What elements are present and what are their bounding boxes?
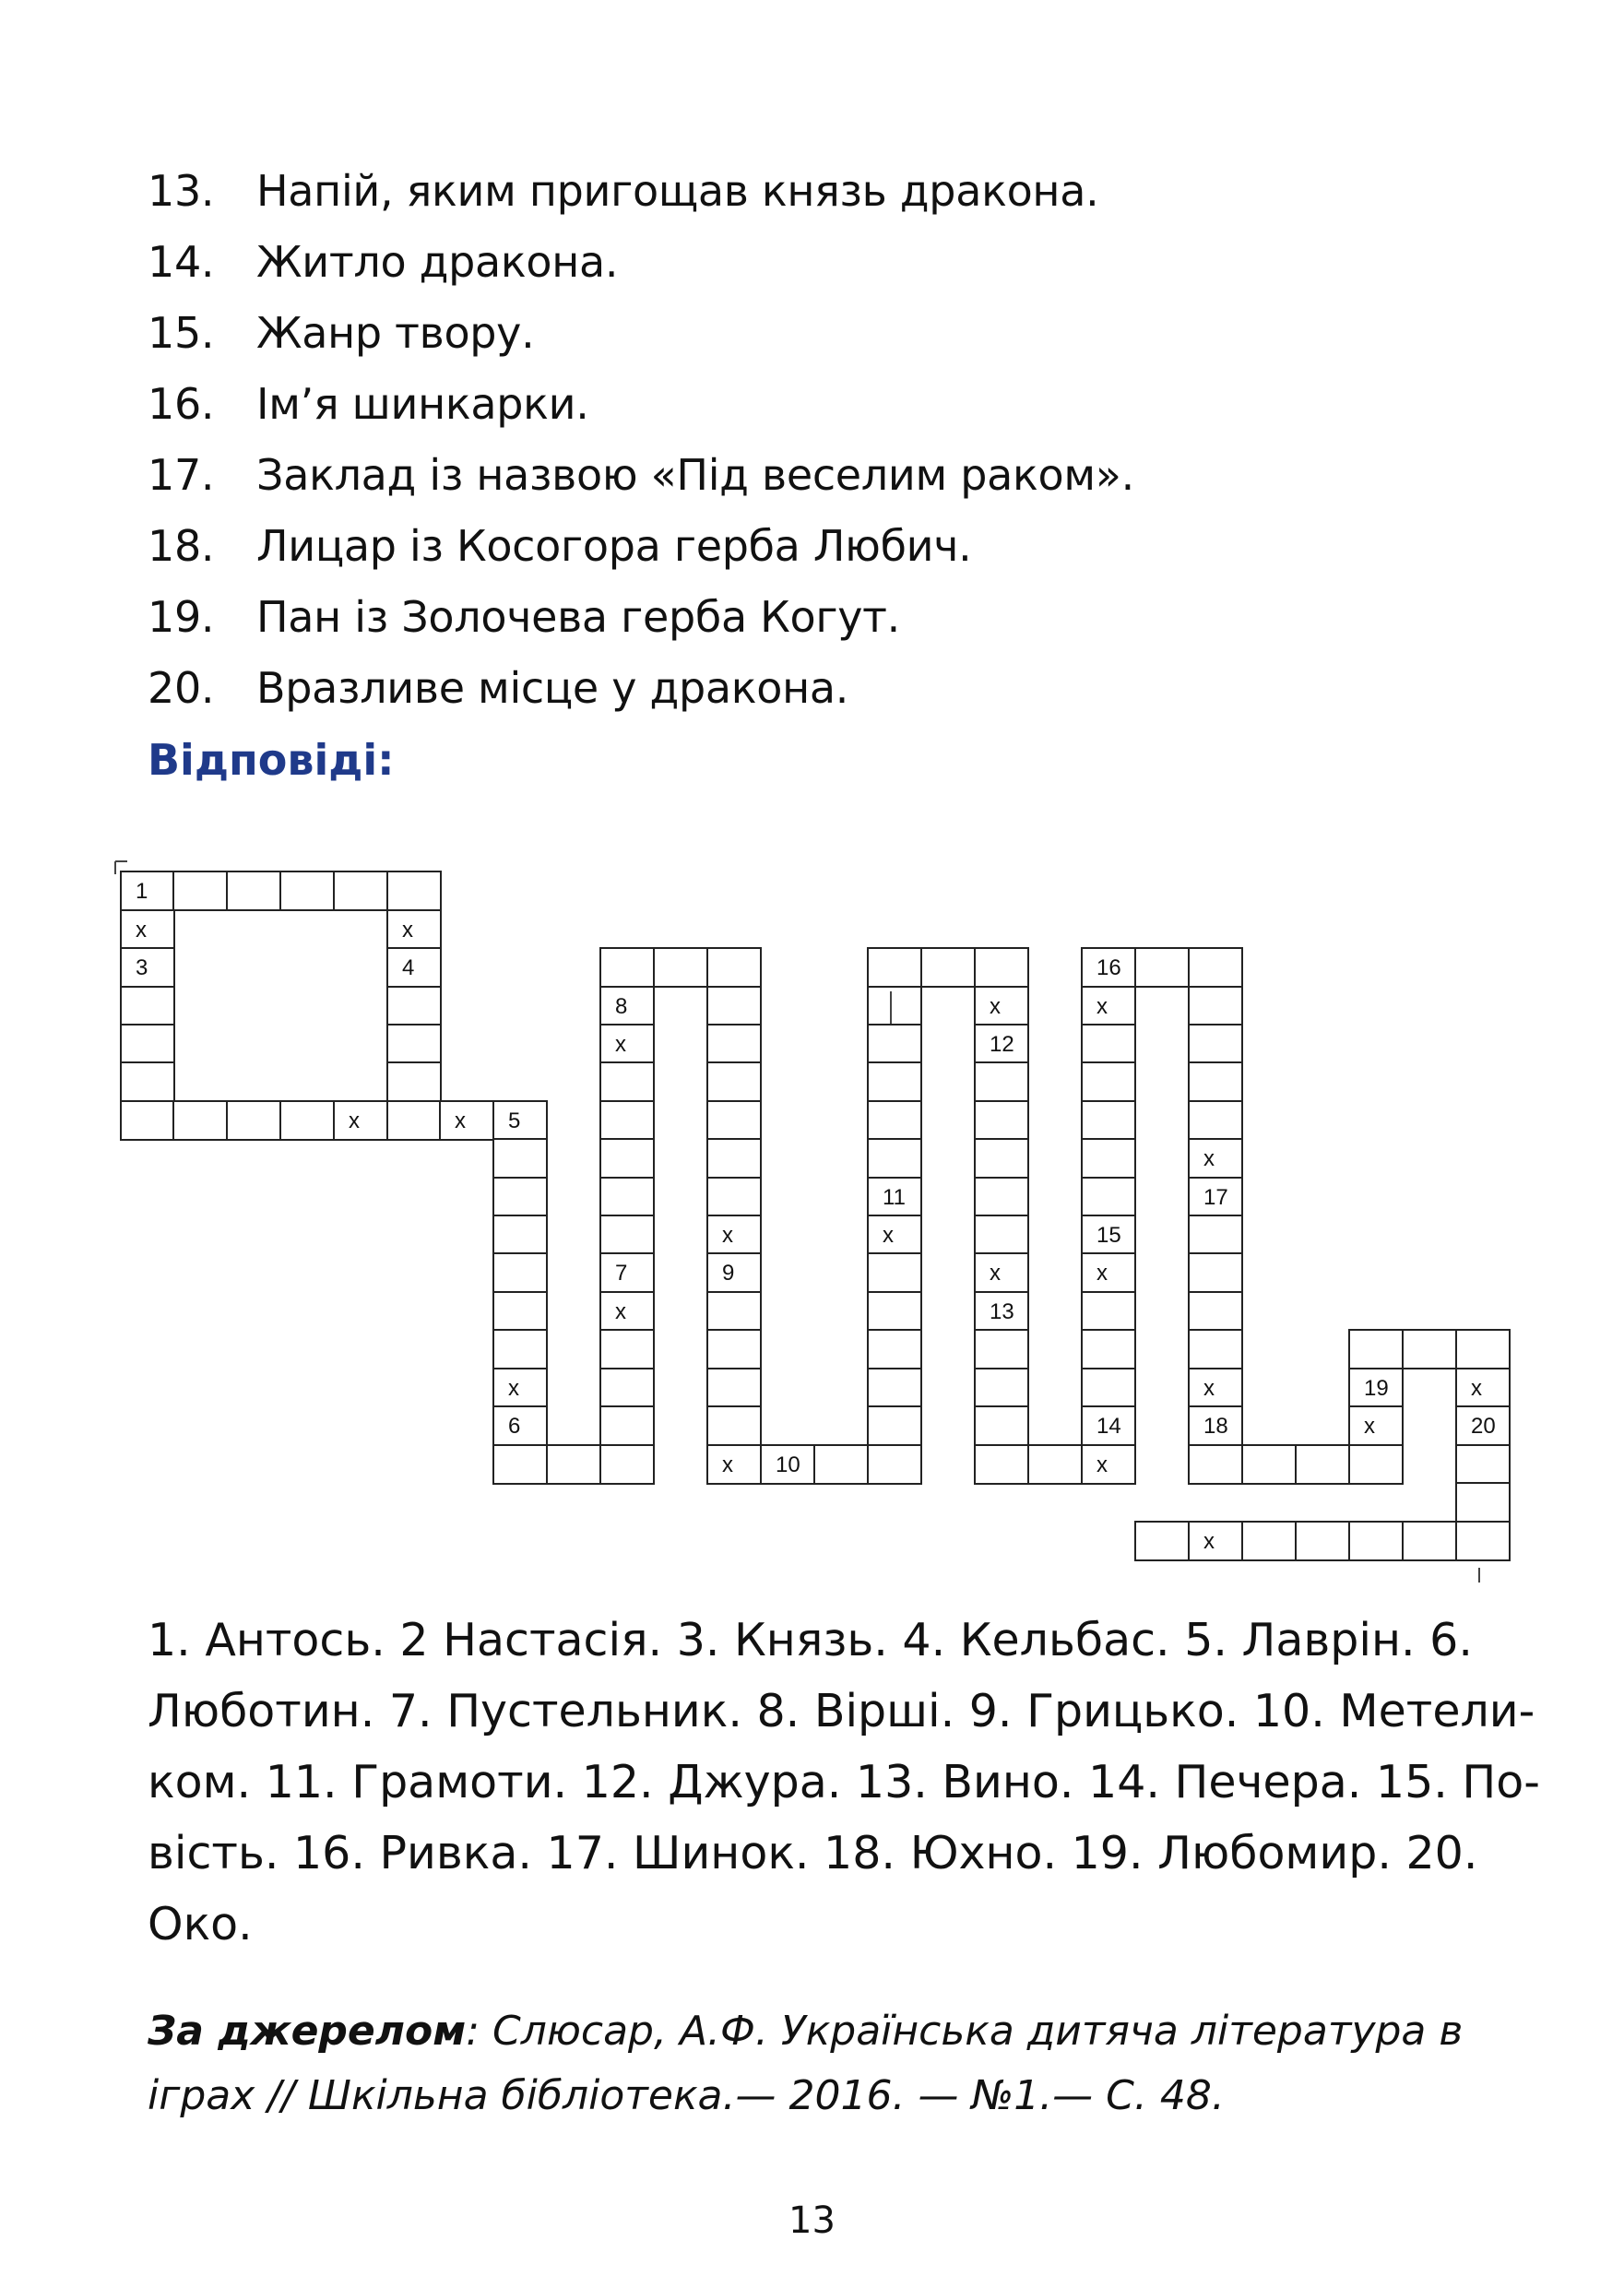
crossword-cell (1456, 1369, 1510, 1407)
crossword-number: 9 (722, 1261, 735, 1286)
crossword-cell (975, 1369, 1028, 1407)
answers-line: вість. 16. Ривка. 17. Шинок. 18. Юхно. 19. Любомир. 20. (148, 1827, 1478, 1879)
crossword-number: 10 (776, 1452, 800, 1477)
crossword-cell (387, 1062, 441, 1101)
crossword-cell (868, 1292, 921, 1331)
crossword-number: 20 (1471, 1414, 1496, 1439)
crossword-cell (868, 1062, 921, 1101)
clue-text: Ім’я шинкарки. (256, 379, 589, 429)
crossword-cell (600, 1101, 654, 1140)
crossword-cell (921, 948, 975, 987)
crossword-cell (1456, 1445, 1510, 1484)
crossword-cell (493, 1253, 547, 1292)
crossword-cell (121, 987, 174, 1025)
crossword-cell (1189, 1369, 1242, 1407)
crossword-cell (1082, 1139, 1135, 1178)
crossword-cell (1189, 1025, 1242, 1063)
crossword-cell (1082, 1369, 1135, 1407)
crossword-cell (387, 871, 441, 910)
clue-text: Жанр твору. (256, 308, 535, 358)
crossword-number: 1 (136, 879, 148, 904)
crossword-cell (1403, 1330, 1456, 1369)
crossword-number: 8 (615, 994, 628, 1019)
crossword-cell (707, 1369, 761, 1407)
crossword-number: 18 (1203, 1414, 1228, 1439)
crossword-cell (975, 1253, 1028, 1292)
crossword-cell (600, 1178, 654, 1216)
crossword-cell (814, 1445, 868, 1484)
crossword-cell (121, 910, 174, 949)
clue-number: 19. (148, 592, 215, 642)
crossword-cell (600, 1406, 654, 1445)
crossword-number: 19 (1364, 1376, 1389, 1401)
crossword-cell (1242, 1445, 1296, 1484)
crossword-cell (707, 1025, 761, 1063)
crossword-number: 5 (508, 1108, 521, 1133)
crossword-cell (868, 1406, 921, 1445)
answers-line: ком. 11. Грамоти. 12. Джура. 13. Вино. 14. Печера. 15. По- (148, 1756, 1540, 1808)
clue-number: 18. (148, 521, 215, 571)
crossword-cell (600, 1292, 654, 1331)
clue-number: 16. (148, 379, 215, 429)
crossword-mark: x (1471, 1376, 1482, 1401)
crossword-number: 3 (136, 955, 148, 980)
crossword-cell (707, 1330, 761, 1369)
crossword-cell (1456, 1483, 1510, 1522)
crossword-mark: x (1203, 1529, 1215, 1554)
crossword-mark: x (990, 1261, 1001, 1286)
crossword-cell (121, 1062, 174, 1101)
crossword-cell (173, 871, 227, 910)
crossword-mark: x (1096, 994, 1108, 1019)
crossword-cell (280, 1101, 334, 1140)
crossword-cell (868, 1101, 921, 1140)
crossword-cell (975, 987, 1028, 1025)
crossword-number: 16 (1096, 955, 1121, 980)
crossword-cell (1082, 1330, 1135, 1369)
page-number: 13 (788, 2199, 836, 2242)
crossword-cell (1296, 1522, 1349, 1560)
clue-text: Житло дракона. (256, 237, 619, 287)
crossword-number: 4 (402, 955, 415, 980)
crossword-cell (334, 1101, 387, 1140)
crossword-cell (707, 1445, 761, 1484)
crossword-cell (1349, 1522, 1403, 1560)
crossword-cell (707, 1178, 761, 1216)
crossword-cell (1189, 1522, 1242, 1560)
source-line-1: : Слюсар, А.Ф. Українська дитяча література в (466, 2008, 1464, 2055)
crossword-cell (1349, 1330, 1403, 1369)
crossword-cell (227, 1101, 280, 1140)
crossword-cell (387, 1025, 441, 1063)
crossword-cell (1082, 987, 1135, 1025)
crossword-mark: x (508, 1376, 519, 1401)
crossword-cell (707, 1215, 761, 1254)
crossword-cell (868, 1369, 921, 1407)
crossword-cell (1189, 948, 1242, 987)
crossword-cell (868, 1025, 921, 1063)
clue-number: 14. (148, 237, 215, 287)
crossword-mark: x (722, 1452, 733, 1477)
crossword-cell (1082, 1062, 1135, 1101)
crossword-cell (868, 1445, 921, 1484)
crossword-cell (975, 1178, 1028, 1216)
crossword-cell (600, 1139, 654, 1178)
clue-number: 17. (148, 450, 215, 500)
crossword-number: 11 (883, 1185, 906, 1210)
clue-text: Напій, яким пригощав князь дракона. (256, 166, 1099, 216)
crossword-cell (975, 1101, 1028, 1140)
crossword-cell (121, 1101, 174, 1140)
crossword-cell (387, 987, 441, 1025)
crossword-mark: x (883, 1223, 894, 1248)
crossword-number: 12 (990, 1032, 1014, 1057)
crossword-cell (227, 871, 280, 910)
crossword-cell (975, 1330, 1028, 1369)
crossword-cell (1082, 1101, 1135, 1140)
crossword-cell (1189, 1101, 1242, 1140)
crossword-cell (975, 1406, 1028, 1445)
crossword-mark: x (1203, 1376, 1215, 1401)
crossword-number: 17 (1203, 1185, 1228, 1210)
source-lead: За джерелом (148, 2008, 467, 2055)
crossword-cell (493, 1215, 547, 1254)
crossword-mark: x (615, 1032, 626, 1057)
crossword-cell (1189, 1139, 1242, 1178)
answers-paragraph (148, 1605, 1540, 1960)
crossword-cell (868, 1253, 921, 1292)
crossword-cell (1189, 1215, 1242, 1254)
crossword-number: 14 (1096, 1414, 1121, 1439)
crossword-cell (1135, 948, 1189, 987)
crossword-mark: x (722, 1223, 733, 1248)
crossword-cell (975, 1215, 1028, 1254)
clue-number: 15. (148, 308, 215, 358)
crossword-cell (1082, 1178, 1135, 1216)
crossword-cell (975, 948, 1028, 987)
crossword-mark: x (1203, 1146, 1215, 1171)
crossword-cell (280, 871, 334, 910)
crossword-number: 6 (508, 1414, 521, 1439)
crossword-cell (975, 1062, 1028, 1101)
crossword-cell (387, 1101, 441, 1140)
crossword-cell (707, 1292, 761, 1331)
crossword-cell (1242, 1522, 1296, 1560)
clue-text: Заклад із назвою «Під веселим раком». (256, 450, 1134, 500)
crossword-cell (707, 1062, 761, 1101)
crossword-cell (493, 1292, 547, 1331)
clue-number: 13. (148, 166, 215, 216)
crossword-cell (1189, 1062, 1242, 1101)
crossword-cell (1189, 1445, 1242, 1484)
crossword-cell (493, 1139, 547, 1178)
crossword-cell (707, 948, 761, 987)
crossword-cell (707, 987, 761, 1025)
crossword-cell (1296, 1445, 1349, 1484)
crossword-cell (600, 1369, 654, 1407)
crossword-mark: x (1096, 1261, 1108, 1286)
crossword-cell (547, 1445, 600, 1484)
crossword-cell (493, 1330, 547, 1369)
clue-text: Лицар із Косогора герба Любич. (256, 521, 972, 571)
answers-line: Око. (148, 1898, 253, 1950)
crossword-cell (1456, 1330, 1510, 1369)
crossword-cell (707, 1406, 761, 1445)
crossword-cell (493, 1369, 547, 1407)
crossword-number: 13 (990, 1299, 1014, 1324)
crossword-cell (868, 1330, 921, 1369)
crossword-cell (600, 1215, 654, 1254)
crossword-cell (868, 1139, 921, 1178)
source-citation (148, 1999, 1494, 2128)
crossword-cell (975, 1139, 1028, 1178)
crossword-mark: x (1364, 1414, 1375, 1439)
crossword-cell (1349, 1445, 1403, 1484)
crossword-cell (1135, 1522, 1189, 1560)
crossword-cell (1082, 1253, 1135, 1292)
crossword-cell (1403, 1522, 1456, 1560)
crossword-cell (1349, 1406, 1403, 1445)
crossword-mark: x (615, 1299, 626, 1324)
crossword-cell (600, 1062, 654, 1101)
crossword-mark: x (990, 994, 1001, 1019)
crossword-cell (868, 1215, 921, 1254)
crossword-cell (600, 1025, 654, 1063)
crossword-cell (387, 910, 441, 949)
crossword-cell (1189, 1330, 1242, 1369)
crossword-mark: x (455, 1108, 466, 1133)
source-line-2: іграх // Шкільна бібліотека.— 2016. — №1.— С. 48. (148, 2072, 1225, 2119)
crossword-cell (600, 1445, 654, 1484)
crossword-mark: x (1096, 1452, 1108, 1477)
crossword-cell (868, 987, 921, 1025)
clue-text: Пан із Золочева герба Когут. (256, 592, 900, 642)
answers-heading: Відповіді: (148, 735, 395, 785)
crossword-cell (440, 1101, 493, 1140)
clue-text: Вразливе місце у дракона. (256, 663, 849, 713)
crossword-cell (600, 948, 654, 987)
clue-number: 20. (148, 663, 215, 713)
crossword-cell (1456, 1522, 1510, 1560)
crossword-cell (334, 871, 387, 910)
crossword-cell (173, 1101, 227, 1140)
crossword-cell (1082, 1292, 1135, 1331)
crossword-cell (1189, 1253, 1242, 1292)
crossword-cell (493, 1445, 547, 1484)
crossword-cell (654, 948, 707, 987)
answers-line: 1. Антось. 2 Настасія. 3. Князь. 4. Кельбас. 5. Лаврін. 6. (148, 1614, 1473, 1666)
crossword-cell (1082, 1025, 1135, 1063)
crossword-cell (1189, 987, 1242, 1025)
crossword-mark: x (349, 1108, 360, 1133)
crossword-cell (1189, 1292, 1242, 1331)
crossword-number: 7 (615, 1261, 628, 1286)
crossword-mark: x (136, 918, 147, 942)
crossword-mark: x (402, 918, 413, 942)
crossword-cell (707, 1101, 761, 1140)
crossword-cell (707, 1139, 761, 1178)
crossword-cell (600, 1330, 654, 1369)
crossword-cell (493, 1178, 547, 1216)
crossword-number: 15 (1096, 1223, 1121, 1248)
crossword-cell (1082, 1445, 1135, 1484)
crossword-cell (975, 1445, 1028, 1484)
answers-line: Люботин. 7. Пустельник. 8. Вірші. 9. Грицько. 10. Метели- (148, 1685, 1535, 1737)
crossword-cell (1028, 1445, 1082, 1484)
crossword-cell (868, 948, 921, 987)
crossword-cell (121, 1025, 174, 1063)
